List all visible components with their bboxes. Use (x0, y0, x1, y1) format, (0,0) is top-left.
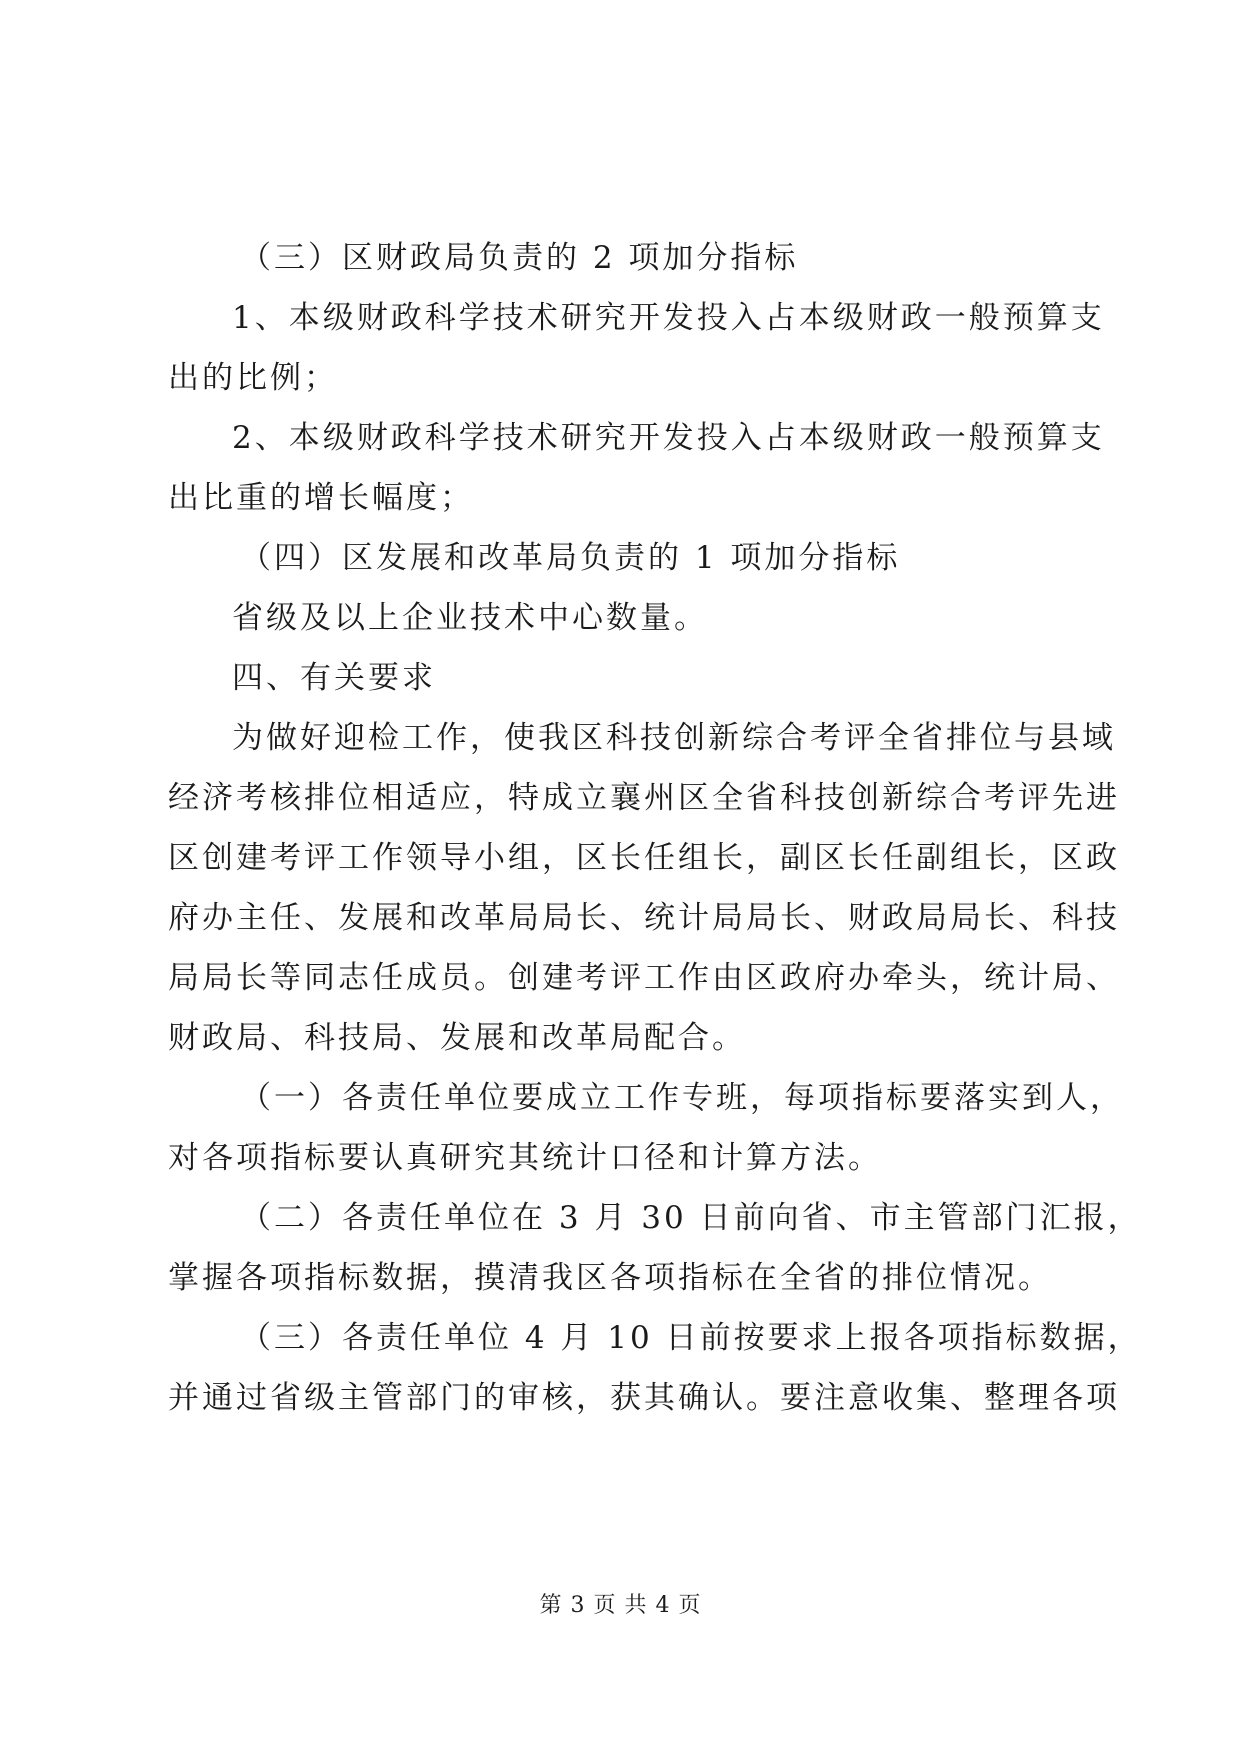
body-text (168, 228, 1142, 1428)
text-line: 2、本级财政科学技术研究开发投入占本级财政一般预算支 (232, 420, 1105, 456)
text-line: 经济考核排位相适应，特成立襄州区全省科技创新综合考评先进 (168, 780, 1120, 816)
text-line: （二）各责任单位在 3 月 30 日前向省、市主管部门汇报， (240, 1200, 1142, 1236)
text-line: 财政局、科技局、发展和改革局配合。 (168, 1020, 746, 1056)
section-heading: 四、有关要求 (232, 660, 436, 696)
text-line: （四）区发展和改革局负责的 1 项加分指标 (240, 540, 901, 576)
text-line: 府办主任、发展和改革局局长、统计局局长、财政局局长、科技 (168, 900, 1120, 936)
text-line: 对各项指标要认真研究其统计口径和计算方法。 (168, 1140, 882, 1176)
page-number-footer: 第 3 页 共 4 页 (539, 1593, 702, 1618)
text-line: （三）区财政局负责的 2 项加分指标 (240, 240, 799, 276)
text-line: 省级及以上企业技术中心数量。 (232, 600, 708, 636)
text-line: 为做好迎检工作，使我区科技创新综合考评全省排位与县域 (232, 720, 1116, 756)
text-line: 局局长等同志任成员。创建考评工作由区政府办牵头，统计局、 (168, 960, 1120, 996)
text-line: 1、本级财政科学技术研究开发投入占本级财政一般预算支 (232, 300, 1105, 336)
text-line: 并通过省级主管部门的审核，获其确认。要注意收集、整理各项 (168, 1380, 1120, 1416)
text-line: 出比重的增长幅度； (168, 480, 474, 516)
text-line: （三）各责任单位 4 月 10 日前按要求上报各项指标数据， (240, 1320, 1142, 1356)
text-line: 出的比例； (168, 360, 338, 396)
text-line: （一）各责任单位要成立工作专班，每项指标要落实到人， (240, 1080, 1124, 1116)
text-line: 掌握各项指标数据，摸清我区各项指标在全省的排位情况。 (168, 1260, 1052, 1296)
text-line: 区创建考评工作领导小组，区长任组长，副区长任副组长，区政 (168, 840, 1120, 876)
document-body (168, 228, 1142, 1428)
